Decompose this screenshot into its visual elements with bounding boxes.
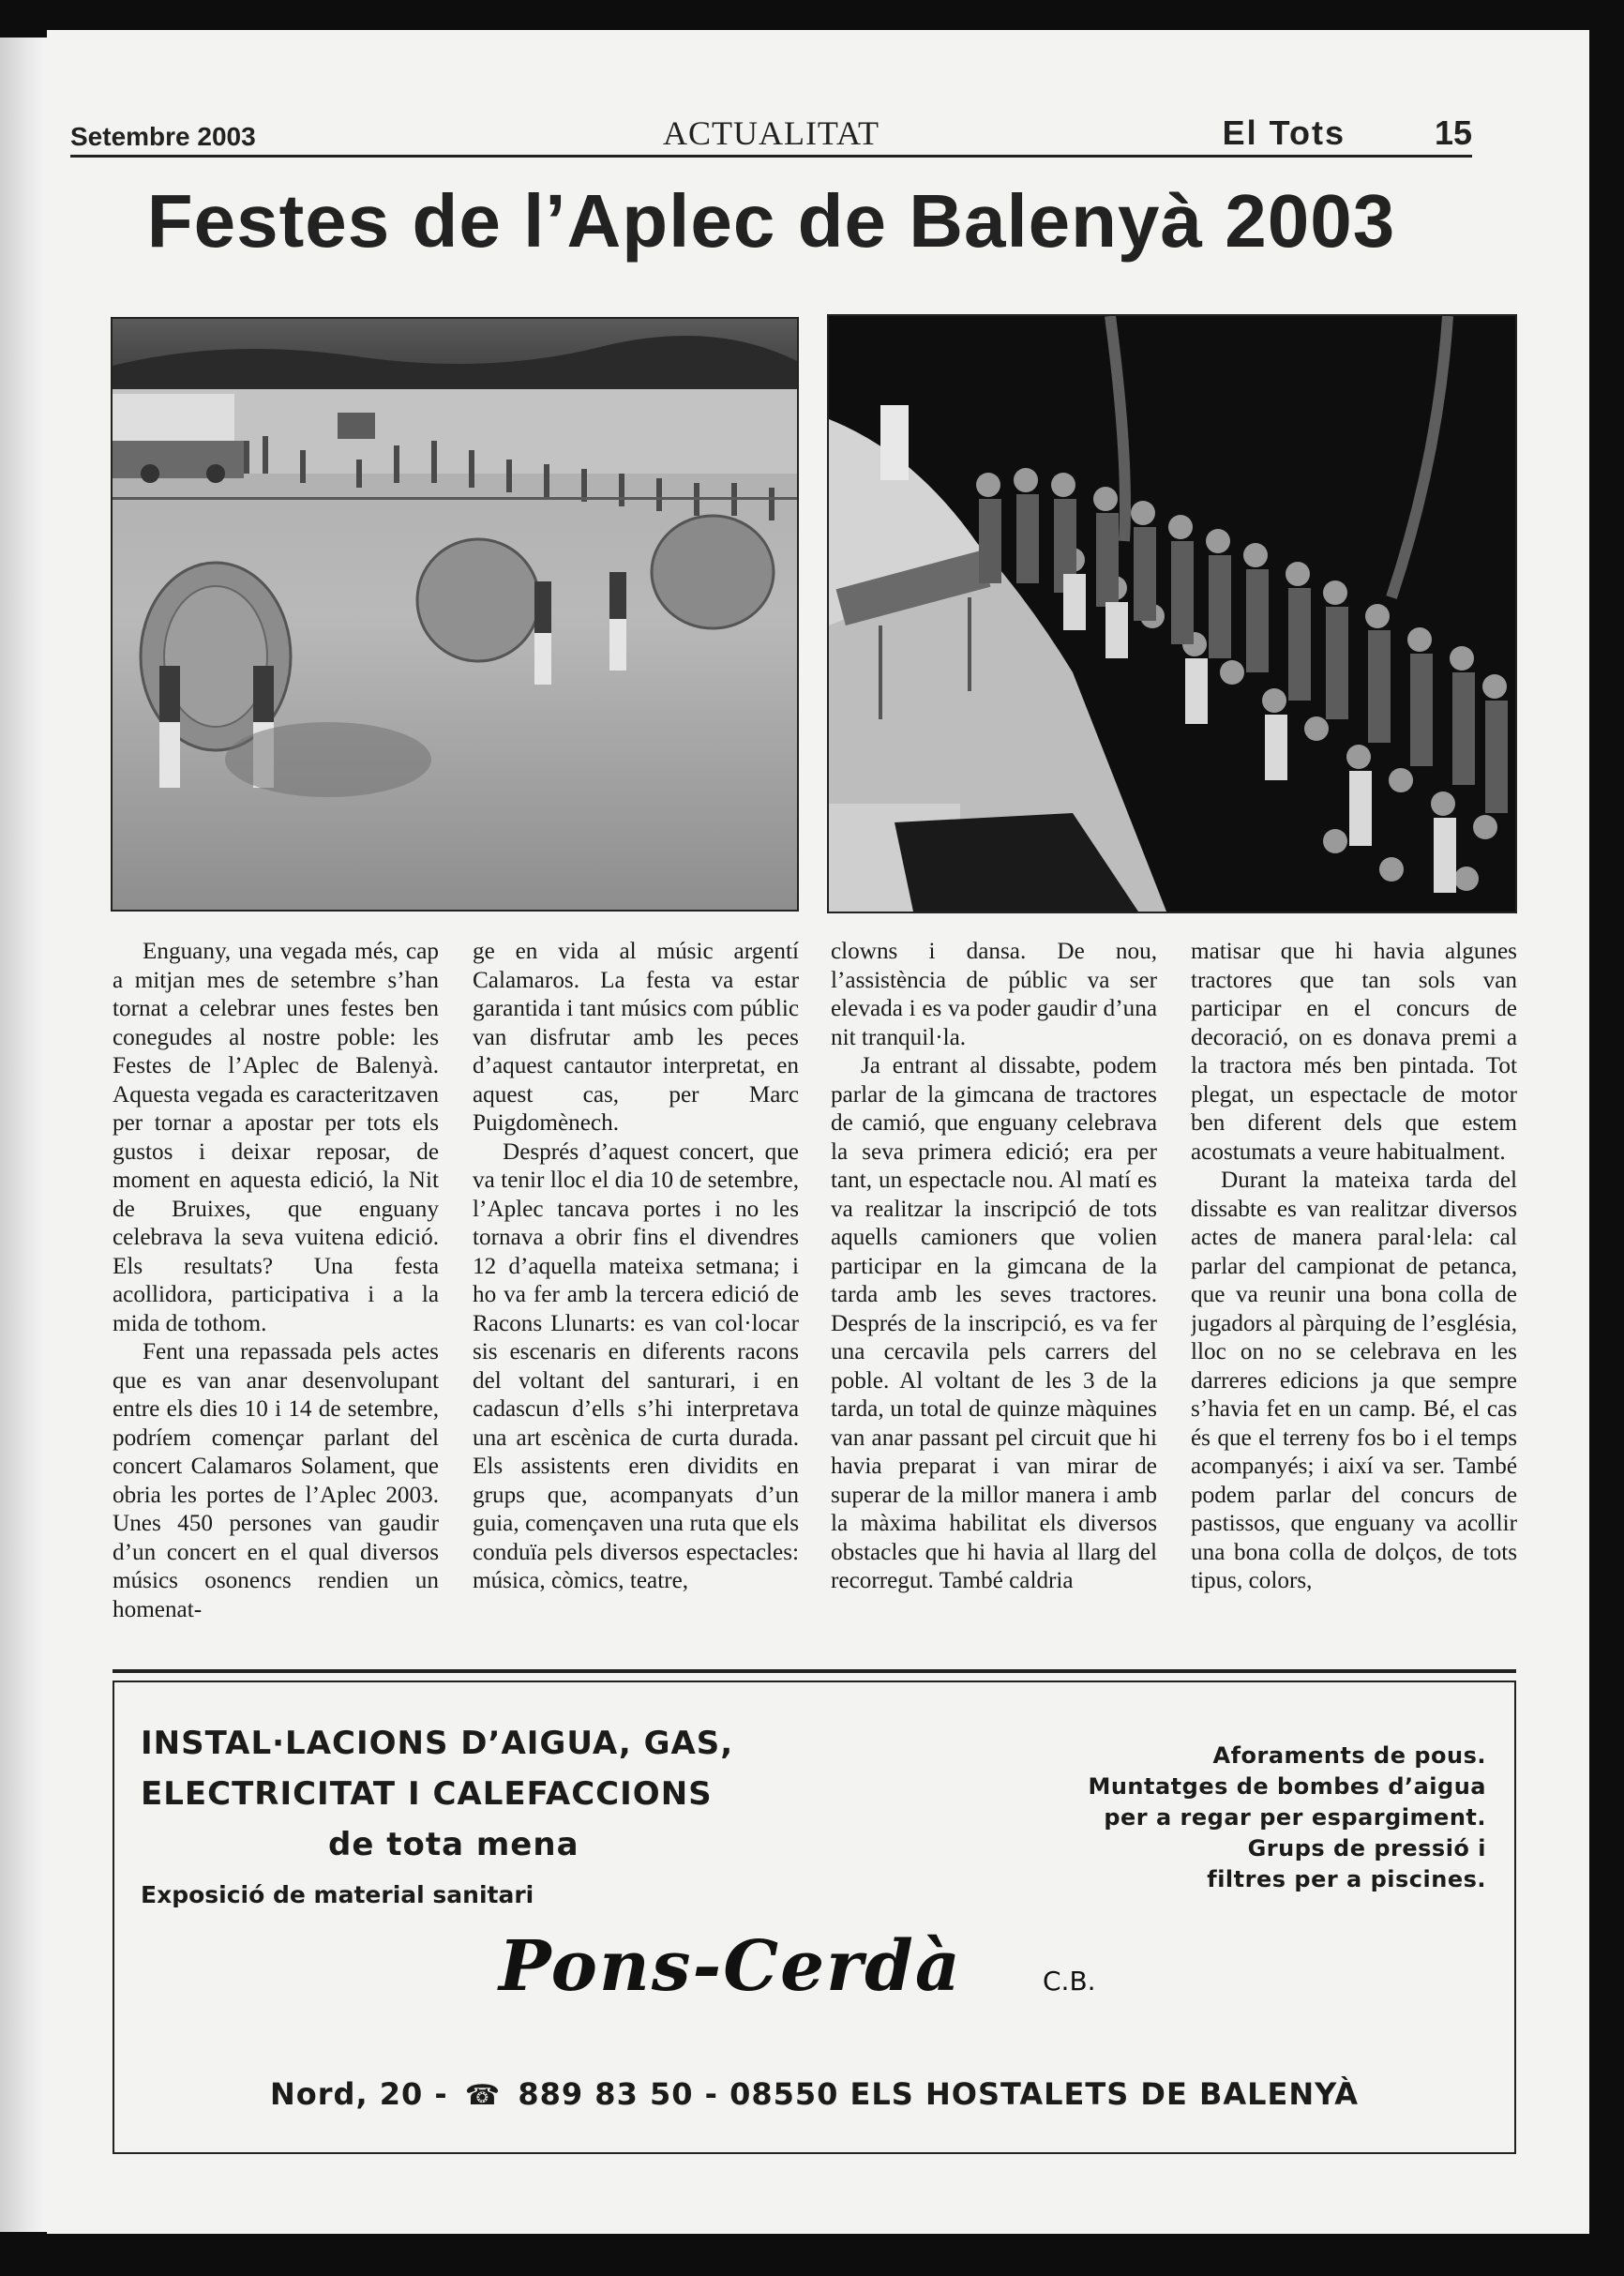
paragraph: clowns i dansa. De nou, l’assistència de públic va ser elevada i es va poder gaudir d’una nit tranquil·la. <box>831 939 1157 1050</box>
paragraph: Enguany, una vegada més, cap a mitjan mes de setembre s’han tornat a celebrar unes festes ben conegudes al nostre poble: les Festes de l’Aplec de Balenyà. Aquesta vegada es caracteritzaven per tornar a apostar per tots els gustos i deixar reposar, de moment en aquesta edició, la Nit de Bruixes, que enguany celebrava la seva vuitena edició. Els resultats? Una festa acollidora, participativa i a la mida de tothom. <box>113 939 439 1336</box>
ad-line: ELECTRICITAT I CALEFACCIONS <box>141 1775 713 1813</box>
address-town: - 08550 ELS HOSTALETS DE BALENYÀ <box>704 2076 1359 2112</box>
ad-offerings <box>961 1741 1486 1895</box>
article-body <box>113 938 1519 1636</box>
address-street: Nord, 20 - <box>270 2076 448 2112</box>
ad-line: Exposició de material sanitari <box>141 1881 534 1908</box>
article-title: Festes de l’Aplec de Balenyà 2003 <box>146 179 1396 263</box>
header-section: ACTUALITAT <box>662 114 880 152</box>
left-page-edge <box>0 38 47 2232</box>
photo-night-crowd-image <box>829 316 1515 912</box>
ad-offering: Muntatges de bombes d’aigua <box>1088 1773 1486 1800</box>
photo-hay-bales <box>111 317 799 912</box>
photo-night-crowd <box>827 314 1517 913</box>
header-magazine: El Tots <box>1222 113 1346 152</box>
ad-offering: Aforaments de pous. <box>1212 1742 1486 1769</box>
company-logo-suffix: C.B. <box>1043 1966 1096 1997</box>
ad-offering: filtres per a piscines. <box>1207 1866 1486 1892</box>
paragraph: Fent una repassada pels actes que es van anar desenvolupant entre els dies 10 i 14 de setembre, podríem començar parlant del concert Calamaros Solament, que obria les portes de l’Aplec 2003. Unes 450 persones van gaudir d’un concert en el qual diversos músics osonencs rendien un homenat- <box>113 1339 439 1622</box>
article-column-1 <box>113 938 439 1636</box>
ad-services <box>141 1718 816 1917</box>
paragraph: Durant la mateixa tarda del dissabte es van realitzar diversos actes de manera paral·lela: cal parlar del campionat de petanca, que va reunir una bona colla de jugadors al pàrquing de l’església, lloc on no se celebrava en les darreres edicions ja que sempre s’havia fet en un camp. Bé, el cas és que el terreny fos bo i el temps acompanyés; i així va ser. També podem parlar del concurs de pastissos, que enguany va acollir una bona colla de dolços, de tots tipus, colors, <box>1191 1168 1517 1593</box>
article-column-3 <box>831 938 1157 1636</box>
header-page-number: 15 <box>1434 113 1472 152</box>
paragraph: matisar que hi havia algunes tractores que tan sols van participar en el concurs de decoració, on es donava premi a la tractora més ben pintada. Tot plegat, un espectacle de motor ben diferent dels que estem acostumats a veure habitualment. <box>1191 939 1517 1165</box>
paragraph: ge en vida al músic argentí Calamaros. La festa va estar garantida i tant músics com públic van disfrutar amb les peces d’aquest cantautor interpretat, en aquest cas, per Marc Puigdomènech. <box>473 939 799 1136</box>
advertisement-box <box>113 1681 1516 2154</box>
ad-line: de tota mena <box>328 1826 579 1863</box>
ad-offering: Grups de pressió i <box>1247 1835 1486 1861</box>
phone-number: 889 83 50 <box>518 2076 694 2112</box>
article-column-4 <box>1191 938 1517 1636</box>
header-date: Setembre 2003 <box>70 122 256 151</box>
company-address <box>114 2076 1514 2112</box>
paragraph: Ja entrant al dissabte, podem parlar de la gimcana de tractores de camió, que enguany celebrava la seva primera edició; era per tant, un espectacle nou. Al matí es va realitzar la inscripció de tots aquells camioners que volien participar en la gimcana de la tarda amb les seves tractores. Després de la inscripció, es va fer una cercavila pels carrers del poble. Al voltant de les 3 de la tarda, un total de quinze màquines van anar passant pel circuit que hi havia preparat i van mirar de superar de la millor manera i amb la màxima habilitat els diversos obstacles que hi havia al llarg del recorregut. També caldria <box>831 1053 1157 1593</box>
paragraph: Després d’aquest concert, que va tenir lloc el dia 10 de setembre, l’Aplec tancava portes i no les tornava a obrir fins el divendres 12 d’aquella mateixa setmana; i ho va fer amb la tercera edició de Racons Llunarts: es van col·locar sis escenaris en diferents racons del voltant del santurari, i en cadascun d’ells s’hi interpretava una art escènica de curta durada. Els assistents eren dividits en grups que, acompanyats d’un guia, començaven una ruta que els conduïa pels diversos espectacles: música, còmics, teatre, <box>473 1138 799 1593</box>
ad-line: INSTAL·LACIONS D’AIGUA, GAS, <box>141 1725 734 1762</box>
page-header <box>70 80 1472 158</box>
article-column-2 <box>473 938 799 1636</box>
company-logo <box>499 1926 1155 2011</box>
phone-icon: ☎ <box>464 2079 502 2112</box>
company-logo-name: Pons-Cerdà <box>499 1926 962 2007</box>
ad-offering: per a regar per espargiment. <box>1104 1804 1486 1831</box>
photo-hay-bales-image <box>113 319 797 910</box>
ad-divider <box>113 1669 1516 1673</box>
